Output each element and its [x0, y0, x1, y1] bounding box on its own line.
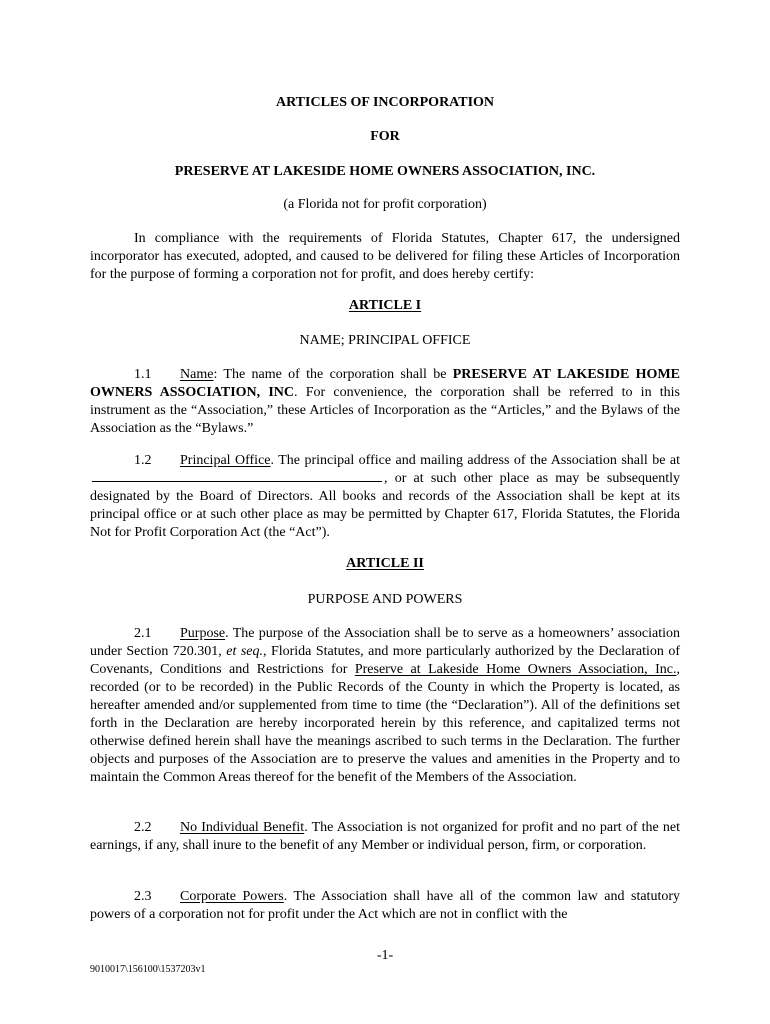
section-text: . For convenience, the corporation shall be referred to in this instrument as the “Association,” these Articles of Incorporation as the “Articles,” and the Bylaws of the Association as the “Bylaws.” [90, 385, 680, 436]
section-heading: Name [180, 367, 214, 382]
section-text: , Florida Statutes, and more particularly authorized by the Declaration of Covenants, Conditions and Restrictions for [90, 644, 681, 677]
intro-text: In compliance with the requirements of Florida Statutes, Chapter 617, the undersigned incorporator has executed, adopted, and caused to be delivered for filing these Articles of Incorporation for the purpose of forming a corporation not for profit, and does hereby certify: [90, 231, 680, 282]
section-number: 1.1 [134, 367, 152, 382]
page-number: -1- [376, 948, 394, 963]
association-name-bold: PRESERVE AT LAKESIDE HOME OWNERS ASSOCIATION, INC [90, 367, 681, 400]
section-heading: Purpose [180, 626, 226, 641]
section-number: 2.3 [134, 889, 152, 904]
association-name-heading: PRESERVE AT LAKESIDE HOME OWNERS ASSOCIATION, INC. [174, 164, 596, 179]
article-2-title: PURPOSE AND POWERS [307, 592, 463, 607]
section-heading: No Individual Benefit [180, 820, 305, 835]
underlined-name: Preserve at Lakeside Home Owners Association, Inc. [354, 662, 677, 677]
section-number: 1.2 [134, 453, 152, 468]
intro-paragraph [90, 230, 680, 284]
address-blank-line [92, 470, 382, 482]
section-text: , recorded (or to be recorded) in the Public Records of the County in which the Property is located, as hereafter amended and/or supplemented from time to time (the “Declaration”). All of the definitions set forth in the Declaration are hereby incorporated herein by this reference, and capitalized terms not otherwise defined herein shall have the meanings ascribed to such terms in the Declaration. The further objects and purposes of the Association are to preserve the values and amenities in the Property and to maintain the Common Areas thereof for the benefit of the Members of the Association. [90, 662, 680, 785]
section-heading: Corporate Powers [180, 889, 284, 904]
section-2-1 [90, 625, 680, 787]
document-subtitle: (a Florida not for profit corporation) [283, 197, 487, 212]
section-text: . The purpose of the Association shall be to serve as a homeowners’ association under Section 720.301, [90, 626, 680, 659]
section-2-2 [90, 819, 680, 855]
section-text: , or at such other place as may be subsequently designated by the Board of Directors. All books and records of the Association shall be kept at its principal office or at such other place as may be permitted by Chapter 617, Florida Statutes, the Florida Not for Profit Corporation Act (the “Act”). [90, 471, 680, 540]
article-2-label: ARTICLE II [346, 556, 424, 571]
article-1-label: ARTICLE I [348, 298, 422, 313]
section-1-2 [90, 452, 680, 542]
article-1-title: NAME; PRINCIPAL OFFICE [299, 333, 471, 348]
section-number: 2.2 [134, 820, 152, 835]
section-text: : The name of the corporation shall be [213, 367, 453, 382]
document-id: 9010017\156100\1537203v1 [90, 964, 206, 975]
italic-text: et seq. [226, 644, 263, 659]
document-for: FOR [370, 129, 400, 144]
section-text: . The principal office and mailing address of the Association shall be at [270, 453, 680, 468]
document-title: ARTICLES OF INCORPORATION [275, 95, 495, 110]
section-text: . The Association shall have all of the common law and statutory powers of a corporation not for profit under the Act which are not in conflict with the [90, 889, 680, 922]
section-number: 2.1 [134, 626, 152, 641]
section-heading: Principal Office [180, 453, 271, 468]
section-text: . The Association is not organized for profit and no part of the net earnings, if any, shall inure to the benefit of any Member or individual person, firm, or corporation. [90, 820, 680, 853]
section-1-1 [90, 366, 680, 438]
section-2-3 [90, 888, 680, 924]
